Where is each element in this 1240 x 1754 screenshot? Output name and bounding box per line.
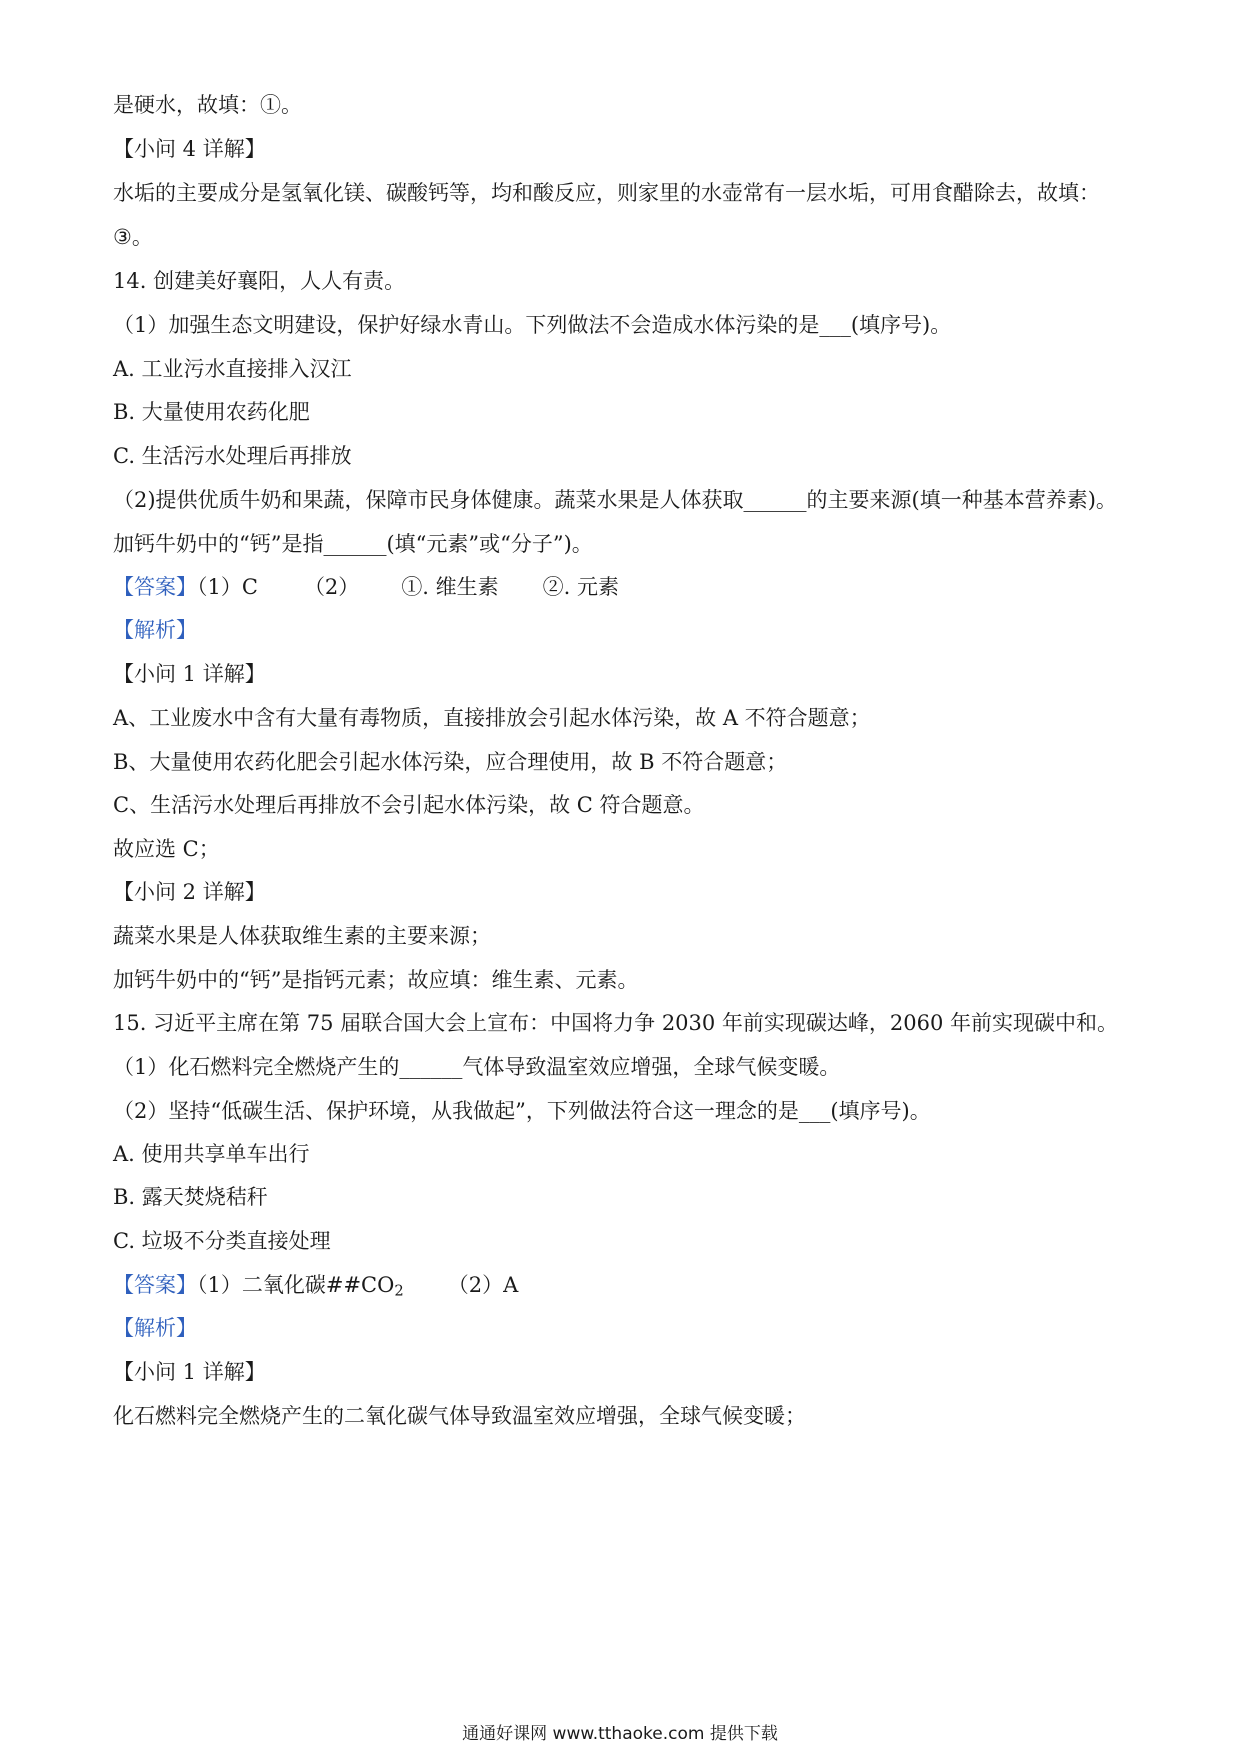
option-b: B. 大量使用农药化肥 <box>113 400 310 424</box>
answer-part: （2） <box>303 575 360 599</box>
question-part: （1）加强生态文明建设，保护好绿水青山。下列做法不会造成水体污染的是___(填序号)。 <box>113 313 952 337</box>
analysis-tag: 【解析】 <box>113 618 197 642</box>
option-c: C. 生活污水处理后再排放 <box>113 444 352 468</box>
question-title: 14. 创建美好襄阳，人人有责。 <box>113 269 406 293</box>
text-line: 加钙牛奶中的“钙”是指钙元素；故应填：维生素、元素。 <box>113 968 639 992</box>
subquestion-heading: 【小问 4 详解】 <box>113 137 266 161</box>
subquestion-heading: 【小问 1 详解】 <box>113 662 266 686</box>
answer-line <box>113 572 1130 602</box>
answer-part: （2）A <box>447 1273 519 1297</box>
text-line: 蔬菜水果是人体获取维生素的主要来源； <box>113 924 491 948</box>
question-part: （1）化石燃料完全燃烧产生的______气体导致温室效应增强，全球气候变暖。 <box>113 1055 841 1079</box>
text-line: A、工业废水中含有大量有毒物质，直接排放会引起水体污染，故 A 不符合题意； <box>113 706 871 730</box>
footer-text: 通通好课网 www.tthaoke.com 提供下载 <box>462 1724 778 1744</box>
answer-part: （1）C <box>197 575 258 599</box>
text-line: 故应选 C； <box>113 837 220 861</box>
subquestion-heading: 【小问 1 详解】 <box>113 1360 266 1384</box>
subscript: 2 <box>394 1282 404 1300</box>
answer-line <box>113 1270 1130 1307</box>
text-line: 化石燃料完全燃烧产生的二氧化碳气体导致温室效应增强，全球气候变暖； <box>113 1404 806 1428</box>
answer-tag: 【答案】 <box>113 575 197 599</box>
text-line: ③。 <box>113 225 153 249</box>
analysis-tag: 【解析】 <box>113 1316 197 1340</box>
answer-part: ②. 元素 <box>542 575 620 599</box>
answer-part: （1）二氧化碳##CO <box>197 1273 395 1297</box>
option-c: C. 垃圾不分类直接处理 <box>113 1229 331 1253</box>
question-part: （2）坚持“低碳生活、保护环境，从我做起”，下列做法符合这一理念的是___(填序号)。 <box>113 1099 931 1123</box>
option-b: B. 露天焚烧秸秆 <box>113 1185 268 1209</box>
question-title: 15. 习近平主席在第 75 届联合国大会上宣布：中国将力争 2030 年前实现碳达峰，2060 年前实现碳中和。 <box>113 1011 1119 1035</box>
question-part: 加钙牛奶中的“钙”是指______(填“元素”或“分子”)。 <box>113 532 593 556</box>
text-line: 水垢的主要成分是氢氧化镁、碳酸钙等，均和酸反应，则家里的水壶常有一层水垢，可用食醋除去，故填： <box>113 181 1100 205</box>
answer-tag: 【答案】 <box>113 1273 197 1297</box>
text-line: C、生活污水处理后再排放不会引起水体污染，故 C 符合题意。 <box>113 793 705 817</box>
option-a: A. 使用共享单车出行 <box>113 1142 310 1166</box>
answer-part: ①. 维生素 <box>401 575 499 599</box>
text-line: 是硬水，故填：①。 <box>113 93 302 117</box>
text-line: B、大量使用农药化肥会引起水体污染，应合理使用，故 B 不符合题意； <box>113 750 788 774</box>
question-part: （2)提供优质牛奶和果蔬，保障市民身体健康。蔬菜水果是人体获取______的主要来源(填一种基本营养素)。 <box>113 488 1117 512</box>
subquestion-heading: 【小问 2 详解】 <box>113 880 266 904</box>
option-a: A. 工业污水直接排入汉江 <box>113 357 352 381</box>
